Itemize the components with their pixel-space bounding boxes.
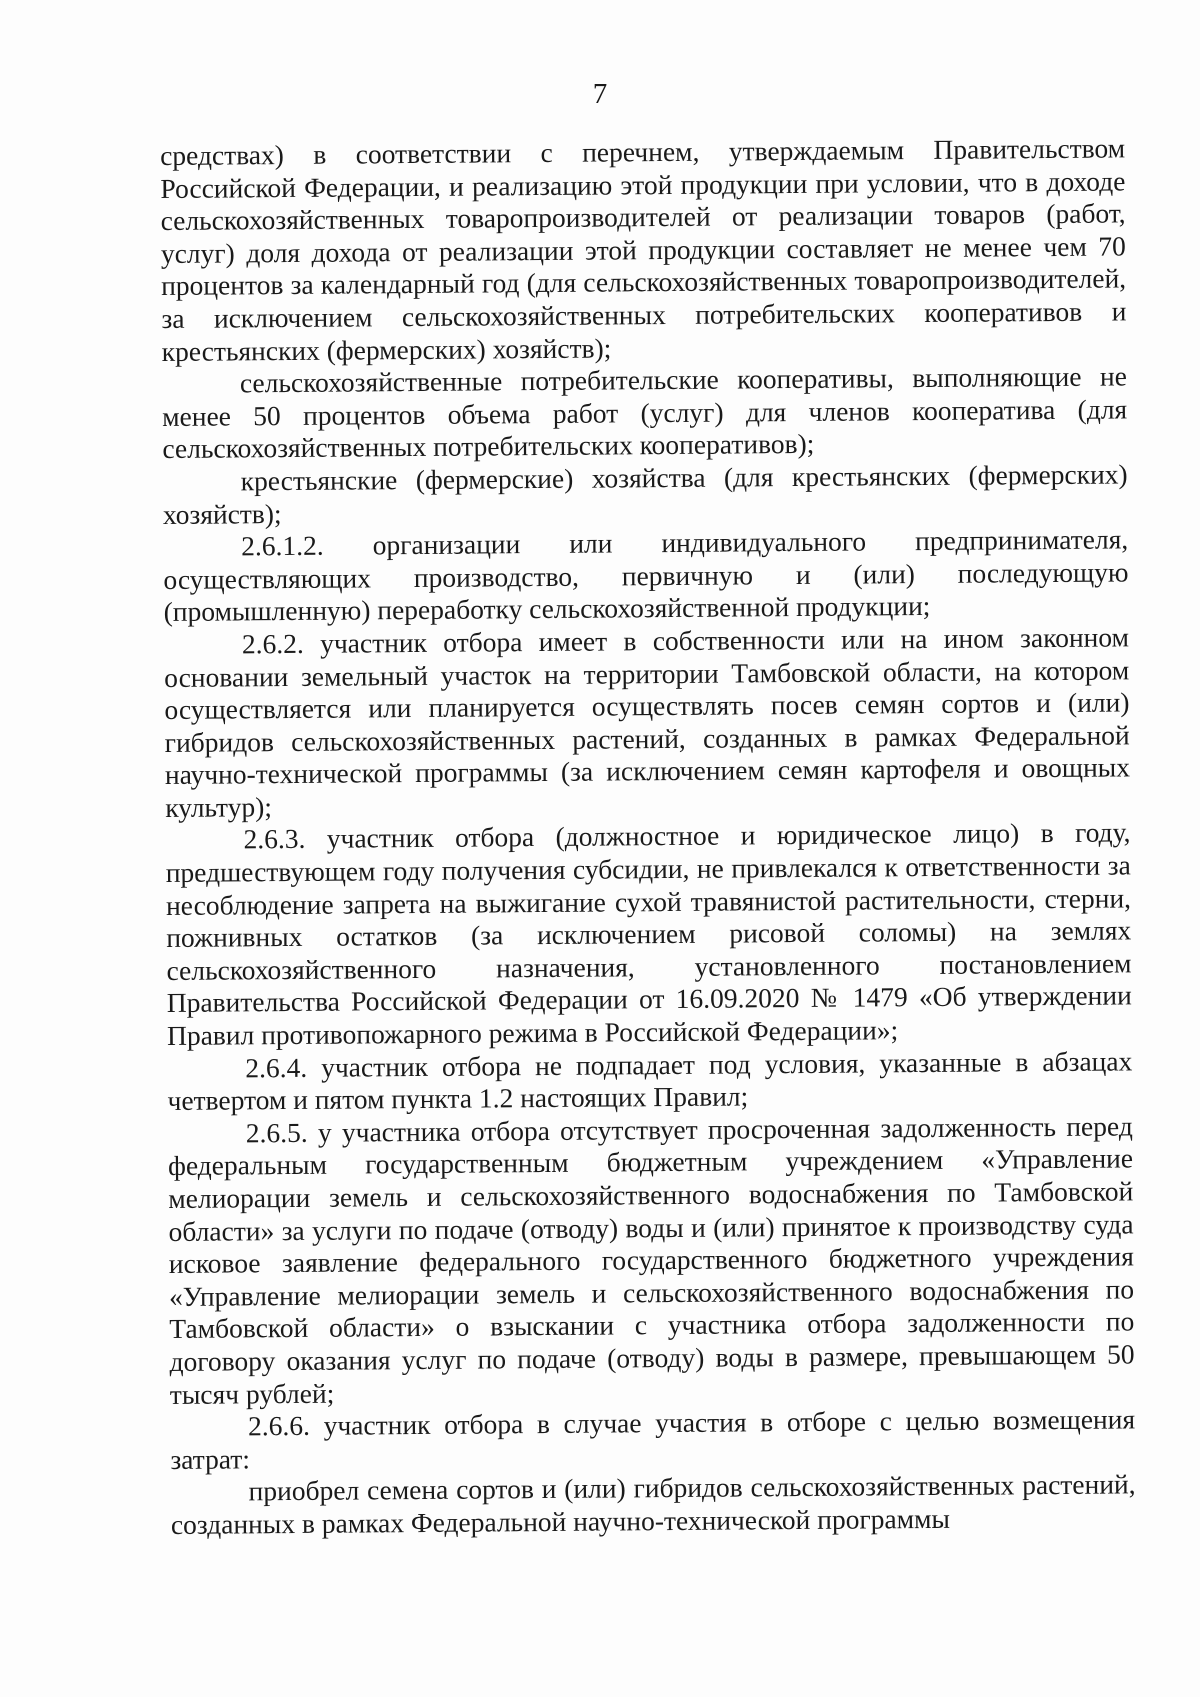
- paragraph-consumer-coops: сельскохозяйственные потребительские кооперативы, выполняющие не менее 50 процентов объема работ (услуг) для членов кооператива (для сельскохозяйственных потребительских кооперативов);: [162, 360, 1128, 465]
- paragraph-continuation: средствах) в соответствии с перечнем, утверждаемым Правительством Российской Федерации, и реализацию этой продукции при условии, что в доходе сельскохозяйственных товаропроизводителей от реализации товаров (работ, услуг) доля дохода от реализации этой продукции составляет не менее чем 70 процентов за календарный год (для сельскохозяйственных товаропроизводителей, за исключением сельскохозяйственных потребительских кооперативов и крестьянских (фермерских) хозяйств);: [160, 132, 1127, 367]
- paragraph-clause-2-6-2: 2.6.2. участник отбора имеет в собственности или на ином законном основании земельный участок на территории Тамбовской области, на котором осуществляется или планируется осуществлять посев семян сортов и (или) гибридов сельскохозяйственных растений, созданных в рамках Федеральной научно-технической программы (за исключением семян картофеля и овощных культур);: [164, 621, 1131, 823]
- paragraph-clause-2-6-4: 2.6.4. участник отбора не подпадает под условия, указанные в абзацах четвертом и пятом пункта 1.2 настоящих Правил;: [167, 1045, 1133, 1117]
- paragraph-acquired-seeds: приобрел семена сортов и (или) гибридов сельскохозяйственных растений, созданных в рамках Федеральной научно-технической программы: [170, 1468, 1136, 1540]
- document-body: [160, 132, 1136, 1541]
- paragraph-clause-2-6-5: 2.6.5. у участника отбора отсутствует просроченная задолженность перед федеральным государственным бюджетным учреждением «Управление мелиорации земель и сельскохозяйственного водоснабжения по Тамбовской области» за услуги по подаче (отводу) воды и (или) принятое к производству суда исковое заявление федерального государственного бюджетного учреждения «Управление мелиорации земель и сельскохозяйственного водоснабжения по Тамбовской области» о взыскании с участника отбора задолженности по договору оказания услуг по подаче (отводу) воды в размере, превышающем 50 тысяч рублей;: [167, 1110, 1135, 1410]
- paragraph-peasant-farms: крестьянские (фермерские) хозяйства (для крестьянских (фермерских) хозяйств);: [162, 458, 1128, 530]
- paragraph-clause-2-6-3: 2.6.3. участник отбора (должностное и юридическое лицо) в году, предшествующем году получения субсидии, не привлекался к ответственности за несоблюдение запрета на выжигание сухой травянистой растительности, стерни, пожнивных остатков (за исключением рисовой соломы) на землях сельскохозяйственного назначения, установленного постановлением Правительства Российской Федерации от 16.09.2020 № 1479 «Об утверждении Правил противопожарного режима в Российской Федерации»;: [165, 816, 1132, 1052]
- paragraph-clause-2-6-1-2: 2.6.1.2. организации или индивидуального предпринимателя, осуществляющих производство, первичную и (или) последующую (промышленную) переработку сельскохозяйственной продукции;: [163, 523, 1129, 628]
- paragraph-clause-2-6-6: 2.6.6. участник отбора в случае участия в отборе с целью возмещения затрат:: [170, 1403, 1136, 1475]
- page-number: 7: [592, 78, 608, 110]
